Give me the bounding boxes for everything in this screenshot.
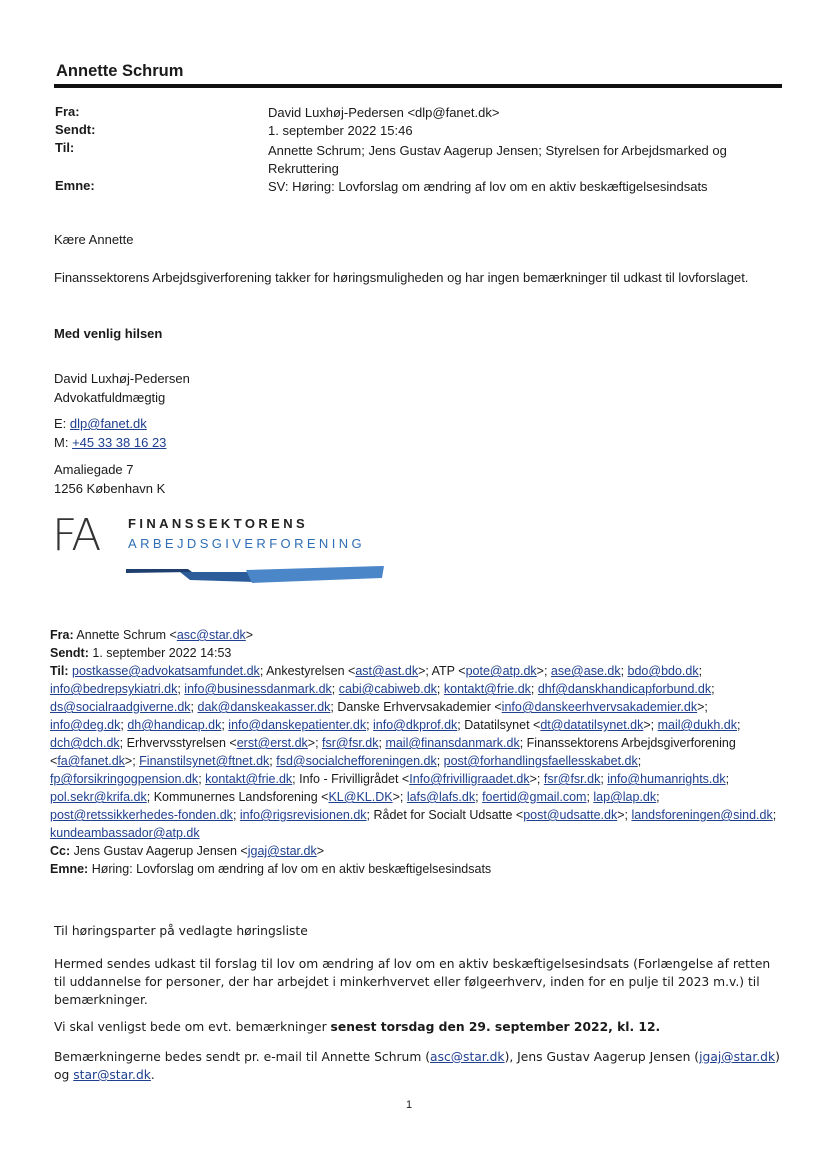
fwd-from-row	[50, 626, 780, 644]
recipient-email-link[interactable]: ds@socialraadgiverne.dk	[50, 700, 191, 714]
p3-pre: Bemærkningerne bedes sendt pr. e-mail til Annette Schrum (	[54, 1050, 431, 1064]
fwd-from-label: Fra:	[50, 628, 74, 642]
swoosh-mid	[180, 572, 256, 582]
recipient-text: ;	[475, 790, 483, 804]
recipient-email-link[interactable]: ase@ase.dk	[550, 664, 621, 678]
recipient-email-link[interactable]: erst@erst.dk	[236, 736, 308, 750]
recipient-email-link[interactable]: fp@forsikringogpension.dk	[50, 772, 199, 786]
fwd-cc-label: Cc:	[50, 844, 71, 858]
deadline-intro: Vi skal venligst bede om evt. bemærkninger	[54, 1020, 331, 1034]
recipient-email-link[interactable]: fsr@fsr.dk	[322, 736, 379, 750]
recipient-email-link[interactable]: info@businessdanmark.dk	[184, 682, 332, 696]
p3-email-asc[interactable]: asc@star.dk	[430, 1050, 505, 1064]
fwd-subject-row	[50, 860, 780, 878]
recipient-email-link[interactable]: landsforeningen@sind.dk	[631, 808, 773, 822]
recipient-email-link[interactable]: ast@ast.dk	[355, 664, 419, 678]
recipient-email-link[interactable]: pol.sekr@krifa.dk	[50, 790, 147, 804]
recipient-email-link[interactable]: info@dkprof.dk	[373, 718, 458, 732]
recipient-text: ;	[737, 718, 741, 732]
p3-email-jgaj[interactable]: jgaj@star.dk	[699, 1050, 776, 1064]
recipient-email-link[interactable]: info@danskeerhvervsakademier.dk	[501, 700, 698, 714]
letter-paragraph-1: Hermed sendes udkast til forslag til lov om ændring af lov om en aktiv beskæftigelsesindsats (Forlængelse af retten til uddannelse for personer, der har arbejdet i minkerhvervet eller følgeerhverv, inden for en pulje til 2023 m.v.) til bemærkninger.	[54, 957, 771, 1007]
fwd-sent-label: Sendt:	[50, 646, 89, 660]
fwd-to-row	[50, 662, 780, 842]
recipient-email-link[interactable]: post@forhandlingsfaellesskabet.dk	[443, 754, 638, 768]
recipient-text: >;	[643, 718, 658, 732]
p3-mid: ), Jens Gustav Aagerup Jensen (	[504, 1050, 700, 1064]
p3-mid2: ) og	[54, 1050, 780, 1082]
fwd-subject-label: Emne:	[50, 862, 89, 876]
recipient-text: ; Kommunernes Landsforening <	[146, 790, 329, 804]
letter-paragraph-3	[54, 1048, 784, 1084]
recipient-email-link[interactable]: info@bedrepsykiatri.dk	[50, 682, 178, 696]
p3-end: .	[150, 1068, 155, 1082]
to-label: Til:	[55, 140, 75, 155]
recipient-email-link[interactable]: Info@frivilligraadet.dk	[409, 772, 530, 786]
phone-label: M:	[54, 435, 73, 450]
recipient-text: ;	[221, 718, 229, 732]
recipient-text: ;	[232, 808, 240, 822]
fa-logo-line2: ARBEJDSGIVERFORENING	[128, 536, 366, 551]
fa-logo-line1: FINANSSEKTORENS	[128, 516, 309, 531]
recipient-email-link[interactable]: fsr@fsr.dk	[543, 772, 601, 786]
recipient-email-link[interactable]: dh@handicap.dk	[127, 718, 222, 732]
address-line-2: 1256 København K	[54, 481, 166, 496]
recipient-email-link[interactable]: post@retssikkerhedes-fonden.dk	[50, 808, 233, 822]
fa-logo-swoosh	[126, 564, 386, 586]
fwd-from-name: Annette Schrum <	[76, 628, 177, 642]
fwd-sent-value: 1. september 2022 14:53	[92, 646, 232, 660]
recipient-email-link[interactable]: foertid@gmail.com	[482, 790, 587, 804]
p3-email-star[interactable]: star@star.dk	[73, 1068, 151, 1082]
recipient-text: ;	[586, 790, 594, 804]
recipient-email-link[interactable]: fa@fanet.dk	[57, 754, 125, 768]
deadline-bold: senest torsdag den 29. september 2022, kl. 12.	[330, 1020, 661, 1034]
recipient-email-link[interactable]: info@deg.dk	[50, 718, 121, 732]
greeting: Kære Annette	[54, 232, 134, 247]
fwd-cc-name: Jens Gustav Aagerup Jensen <	[73, 844, 248, 858]
recipient-text: ;	[637, 754, 642, 768]
recipient-email-link[interactable]: bdo@bdo.dk	[627, 664, 699, 678]
recipient-text: ;	[378, 736, 386, 750]
address-line-1: Amaliegade 7	[54, 462, 134, 477]
recipient-text: >;	[124, 754, 140, 768]
recipient-text: ;	[530, 682, 538, 696]
recipient-email-link[interactable]: postkasse@advokatsamfundet.dk	[72, 664, 260, 678]
fwd-from-end: >	[245, 628, 254, 642]
recipient-email-link[interactable]: info@humanrights.dk	[607, 772, 726, 786]
signature-role: Advokatfuldmægtig	[54, 390, 166, 405]
recipient-text: ; Rådet for Socialt Udsatte <	[366, 808, 524, 822]
subject-label: Emne:	[55, 178, 95, 193]
signature-name: David Luxhøj-Pedersen	[54, 371, 190, 386]
recipient-text: >;	[697, 700, 708, 714]
recipient-email-link[interactable]: kontakt@frie.dk	[443, 682, 531, 696]
recipient-email-link[interactable]: cabi@cabiweb.dk	[338, 682, 437, 696]
reply-body: Finanssektorens Arbejdsgiverforening takker for høringsmuligheden og har ingen bemærkninger til udkast til lovforslaget.	[54, 270, 749, 285]
recipient-email-link[interactable]: fsd@socialchefforeningen.dk	[276, 754, 437, 768]
page-number: 1	[406, 1099, 413, 1111]
recipient-text: >;	[529, 772, 544, 786]
fwd-cc-row	[50, 842, 780, 860]
recipient-email-link[interactable]: mail@dukh.dk	[657, 718, 738, 732]
recipient-text: ;	[457, 718, 465, 732]
fwd-cc-email[interactable]: jgaj@star.dk	[247, 844, 317, 858]
fwd-from-email[interactable]: asc@star.dk	[176, 628, 246, 642]
recipient-text: ;	[120, 718, 128, 732]
recipient-text: ; Info - Frivilligrådet <	[292, 772, 410, 786]
recipient-text: ;	[366, 718, 374, 732]
recipient-email-link[interactable]: lafs@lafs.dk	[406, 790, 476, 804]
recipient-email-link[interactable]: pote@atp.dk	[465, 664, 537, 678]
from-value: David Luxhøj-Pedersen <dlp@fanet.dk>	[268, 105, 500, 120]
recipient-text: ;	[772, 808, 777, 822]
recipient-text: ;	[698, 664, 703, 678]
recipient-email-link[interactable]: Finanstilsynet@ftnet.dk	[139, 754, 270, 768]
recipient-text: ;	[711, 682, 715, 696]
letter-salutation: Til høringsparter på vedlagte høringsliste	[54, 924, 308, 938]
to-value: Annette Schrum; Jens Gustav Aagerup Jensen; Styrelsen for Arbejdsmarked og Rekruttering	[268, 143, 727, 176]
subject-value: SV: Høring: Lovforslag om ændring af lov om en aktiv beskæftigelsesindsats	[268, 179, 708, 194]
recipient-text: ; Finanssektorens Arbejdsgiverforening <	[50, 736, 736, 768]
fwd-cc-end: >	[316, 844, 325, 858]
recipient-text: >; ATP <	[418, 664, 466, 678]
recipient-email-link[interactable]: mail@finansdanmark.dk	[385, 736, 520, 750]
recipient-email-link[interactable]: dhf@danskhandicapforbund.dk	[537, 682, 712, 696]
recipient-text: >;	[536, 664, 551, 678]
recipient-text: Datatilsynet <	[464, 718, 541, 732]
recipient-text: ; Ankestyrelsen <	[259, 664, 356, 678]
email-label: E:	[54, 416, 70, 431]
recipient-text: ;	[269, 754, 277, 768]
sent-label: Sendt:	[55, 122, 96, 137]
recipient-email-link[interactable]: info@danskepatienter.dk	[228, 718, 367, 732]
recipient-email-link[interactable]: lap@lap.dk	[593, 790, 657, 804]
recipient-text: >;	[307, 736, 323, 750]
recipient-text: ;	[177, 682, 185, 696]
recipient-text: ;	[656, 790, 660, 804]
fwd-subject-value: Høring: Lovforslag om ændring af lov om en aktiv beskæftigelsesindsats	[91, 862, 492, 876]
recipient-text: ;	[331, 682, 339, 696]
recipient-text: ;	[198, 772, 206, 786]
recipient-text: ;	[190, 700, 198, 714]
recipient-email-link[interactable]: info@rigsrevisionen.dk	[239, 808, 367, 822]
recipient-text: >;	[392, 790, 407, 804]
page-title: Annette Schrum	[56, 62, 184, 80]
recipient-email-link[interactable]: kundeambassador@atp.dk	[50, 826, 200, 840]
recipient-email-link[interactable]: kontakt@frie.dk	[205, 772, 293, 786]
recipient-email-link[interactable]: dt@datatilsynet.dk	[540, 718, 644, 732]
closing: Med venlig hilsen	[54, 326, 163, 341]
forwarded-header	[50, 626, 780, 878]
fwd-sent-row	[50, 644, 780, 662]
recipient-list	[50, 664, 776, 840]
email-link[interactable]: dlp@fanet.dk	[69, 416, 147, 431]
recipient-text: ;	[436, 754, 444, 768]
signature-email	[54, 414, 147, 433]
recipient-text: ; Erhvervsstyrelsen <	[119, 736, 237, 750]
recipient-email-link[interactable]: dak@danskeakasser.dk	[197, 700, 331, 714]
signature-phone	[54, 433, 166, 452]
title-rule	[54, 84, 782, 88]
swoosh-light	[246, 566, 384, 583]
letter-paragraph-2	[54, 1018, 660, 1037]
phone-link[interactable]: +45 33 38 16 23	[72, 435, 167, 450]
recipient-email-link[interactable]: dch@dch.dk	[50, 736, 120, 750]
sent-value: 1. september 2022 15:46	[268, 123, 413, 138]
recipient-email-link[interactable]: post@udsatte.dk	[523, 808, 618, 822]
recipient-text: ;	[725, 772, 730, 786]
recipient-text: ; Danske Erhvervsakademier <	[330, 700, 502, 714]
fwd-to-label: Til:	[50, 664, 69, 678]
recipient-text: >;	[617, 808, 632, 822]
recipient-email-link[interactable]: KL@KL.DK	[328, 790, 393, 804]
recipient-text: ;	[620, 664, 628, 678]
fa-logo-mark: FA	[52, 510, 100, 561]
recipient-text: ;	[436, 682, 444, 696]
from-label: Fra:	[55, 104, 80, 119]
recipient-text: ;	[600, 772, 608, 786]
